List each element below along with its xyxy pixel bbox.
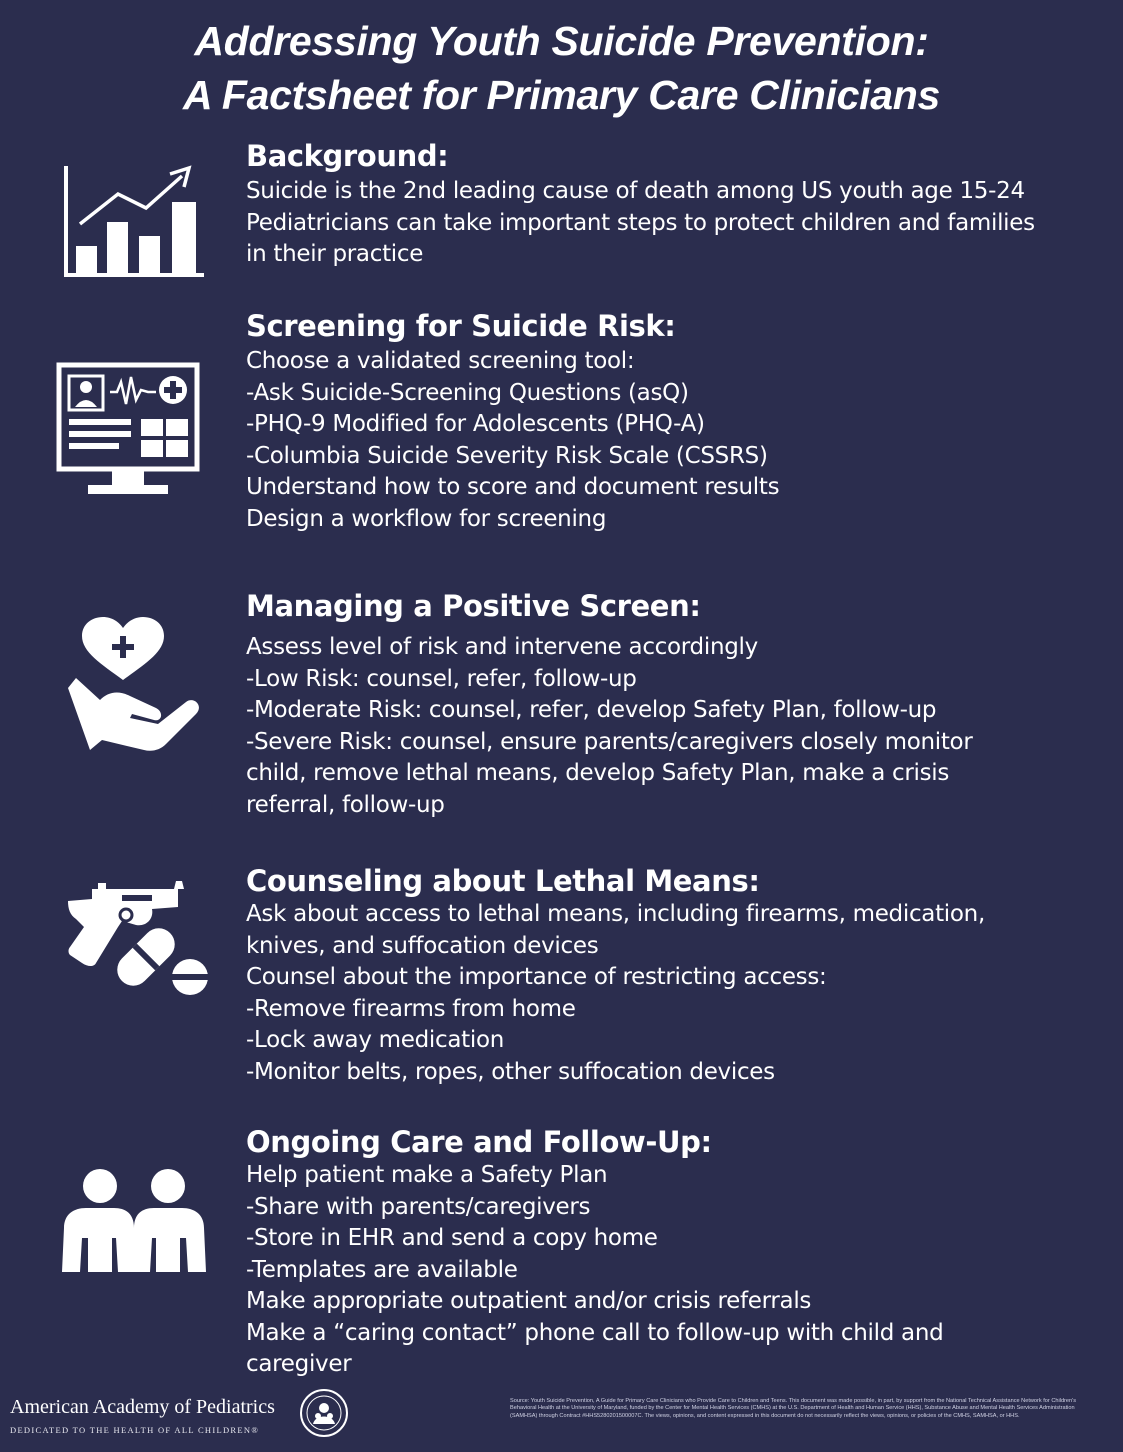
- section-heading: Background:: [246, 139, 449, 173]
- section-line: -Columbia Suicide Severity Risk Scale (CSSRS): [246, 442, 768, 469]
- section-line: -Remove firearms from home: [246, 995, 576, 1022]
- organization-name: American Academy of Pediatrics: [10, 1396, 275, 1418]
- section-line: -PHQ-9 Modified for Adolescents (PHQ-A): [246, 411, 705, 437]
- title-line-2: A Factsheet for Primary Care Clinicians: [183, 72, 940, 118]
- page-title: [0, 14, 1123, 122]
- two-people-icon: [58, 1168, 210, 1274]
- source-citation: Source: Youth Suicide Prevention, A Guide for Primary Care Clinicians who Provide Care to Children and Teens. This document was made possible, in part, by support from the National Technical Assistance Network for Children's Behavioral Health at the University of Maryland, funded by the Center for Mental Health Services (CMHS) at the U.S. Department of Health and Human Service (HHS), Substance Abuse and Mental Health Services Administration (SAMHSA) through Contract #HHS5280201500007C. The views, opinions, and content expressed in this document do not necessarily reflect the views, opinions, or policies of the CMHS, SAMHSA, or HHS.: [510, 1398, 1077, 1419]
- section-line: Make appropriate outpatient and/or crisis referrals: [246, 1288, 812, 1314]
- section-line: -Moderate Risk: counsel, refer, develop Safety Plan, follow-up: [246, 697, 937, 723]
- section-line: child, remove lethal means, develop Safety Plan, make a crisis: [246, 760, 950, 786]
- section-line: -Templates are available: [246, 1256, 518, 1283]
- section-line: referral, follow-up: [246, 791, 445, 818]
- section-line: Make a “caring contact” phone call to follow-up with child and: [246, 1319, 944, 1346]
- section-line: Pediatricians can take important steps to protect children and families: [246, 209, 1035, 236]
- section-line: Choose a validated screening tool:: [246, 348, 635, 374]
- section-line: -Ask Suicide-Screening Questions (asQ): [246, 379, 689, 406]
- section-line: Counsel about the importance of restricting access:: [246, 964, 827, 990]
- monitor-health-record-icon: [56, 362, 201, 502]
- section-heading: Managing a Positive Screen:: [246, 589, 701, 623]
- section-heading: Counseling about Lethal Means:: [246, 864, 760, 898]
- section-line: in their practice: [246, 241, 424, 267]
- section-line: -Share with parents/caregivers: [246, 1193, 591, 1220]
- section-heading: Ongoing Care and Follow-Up:: [246, 1125, 712, 1159]
- title-line-1: Addressing Youth Suicide Prevention:: [194, 18, 929, 64]
- organization-tagline: DEDICATED TO THE HEALTH OF ALL CHILDREN®: [10, 1425, 260, 1435]
- section-line: Suicide is the 2nd leading cause of death among US youth age 15-24: [246, 178, 1025, 204]
- section-line: -Severe Risk: counsel, ensure parents/caregivers closely monitor: [246, 728, 973, 755]
- section-line: Help patient make a Safety Plan: [246, 1162, 608, 1188]
- section-line: -Low Risk: counsel, refer, follow-up: [246, 665, 637, 692]
- section-line: -Lock away medication: [246, 1027, 505, 1053]
- section-line: -Store in EHR and send a copy home: [246, 1225, 658, 1251]
- bar-chart-trend-icon: [62, 164, 207, 279]
- section-line: -Monitor belts, ropes, other suffocation devices: [246, 1058, 775, 1085]
- section-line: Ask about access to lethal means, including firearms, medication,: [246, 901, 985, 927]
- section-line: Design a workflow for screening: [246, 505, 607, 532]
- aap-seal-icon: [299, 1388, 349, 1443]
- section-line: caregiver: [246, 1351, 352, 1377]
- hand-heart-icon: [66, 616, 206, 756]
- section-heading: Screening for Suicide Risk:: [246, 309, 676, 343]
- revolver-pills-icon: [66, 879, 212, 995]
- section-line: Understand how to score and document results: [246, 474, 780, 500]
- section-line: Assess level of risk and intervene accordingly: [246, 634, 758, 660]
- section-line: knives, and suffocation devices: [246, 932, 599, 959]
